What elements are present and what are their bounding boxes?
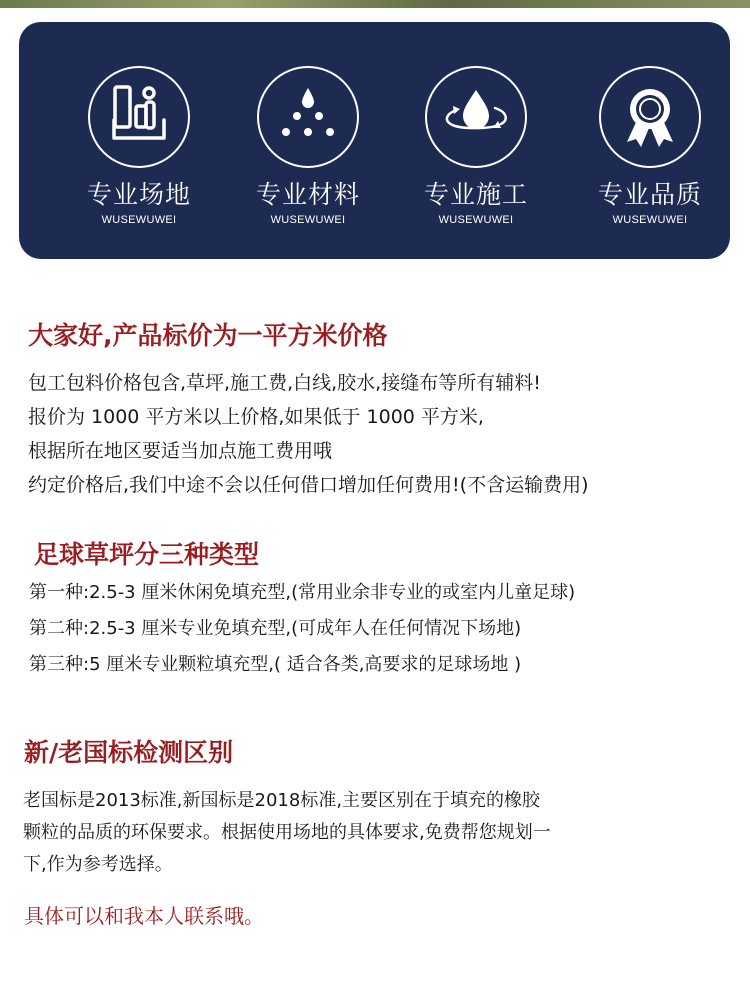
- water-drop-cycle-icon: [427, 68, 525, 166]
- standards-line-2: 颗粒的品质的环保要求。根据使用场地的具体要求,免费帮您规划一: [23, 822, 551, 843]
- feature-venue-title: 专业场地: [86, 180, 191, 209]
- feature-venue: [63, 62, 213, 242]
- feature-material-title: 专业材料: [255, 180, 360, 209]
- feature-material-subtitle: WUSEWUWEI: [270, 214, 346, 226]
- pricing-heading: 大家好,产品标价为一平方米价格: [28, 321, 388, 350]
- types-heading: 足球草坪分三种类型: [34, 540, 260, 569]
- feature-construction-circle: [425, 66, 527, 168]
- contact-note: 具体可以和我本人联系哦。: [24, 904, 264, 928]
- feature-construction: [400, 62, 550, 242]
- feature-venue-subtitle: WUSEWUWEI: [101, 214, 177, 226]
- pricing-line-1: 包工包料价格包含,草坪,施工费,白线,胶水,接缝布等所有辅料!: [28, 372, 541, 394]
- standards-heading: 新/老国标检测区别: [24, 738, 234, 767]
- venue-icon: [90, 68, 188, 166]
- feature-material: [232, 62, 382, 242]
- feature-material-circle: [257, 66, 359, 168]
- material-drops-icon: [259, 68, 357, 166]
- feature-construction-title: 专业施工: [423, 180, 528, 209]
- feature-panel: [19, 22, 730, 259]
- feature-construction-subtitle: WUSEWUWEI: [438, 214, 514, 226]
- standards-line-1: 老国标是2013标准,新国标是2018标准,主要区别在于填充的橡胶: [23, 790, 541, 811]
- pricing-line-4: 约定价格后,我们中途不会以任何借口增加任何费用!(不含运输费用): [28, 474, 589, 496]
- types-line-3: 第三种:5 厘米专业颗粒填充型,( 适合各类,高要求的足球场地 ): [29, 654, 522, 675]
- feature-quality-subtitle: WUSEWUWEI: [612, 214, 688, 226]
- award-ribbon-icon: [601, 68, 699, 166]
- feature-quality-title: 专业品质: [597, 180, 702, 209]
- feature-quality-circle: [599, 66, 701, 168]
- types-line-2: 第二种:2.5-3 厘米专业免填充型,(可成年人在任何情况下场地): [29, 618, 522, 639]
- pricing-line-2: 报价为 1000 平方米以上价格,如果低于 1000 平方米,: [28, 406, 484, 428]
- top-decor-strip: [0, 0, 750, 8]
- feature-quality: [574, 62, 724, 242]
- standards-line-3: 下,作为参考选择。: [23, 854, 173, 875]
- pricing-line-3: 根据所在地区要适当加点施工费用哦: [28, 440, 333, 462]
- feature-venue-circle: [88, 66, 190, 168]
- types-line-1: 第一种:2.5-3 厘米休闲免填充型,(常用业余非专业的或室内儿童足球): [29, 582, 576, 603]
